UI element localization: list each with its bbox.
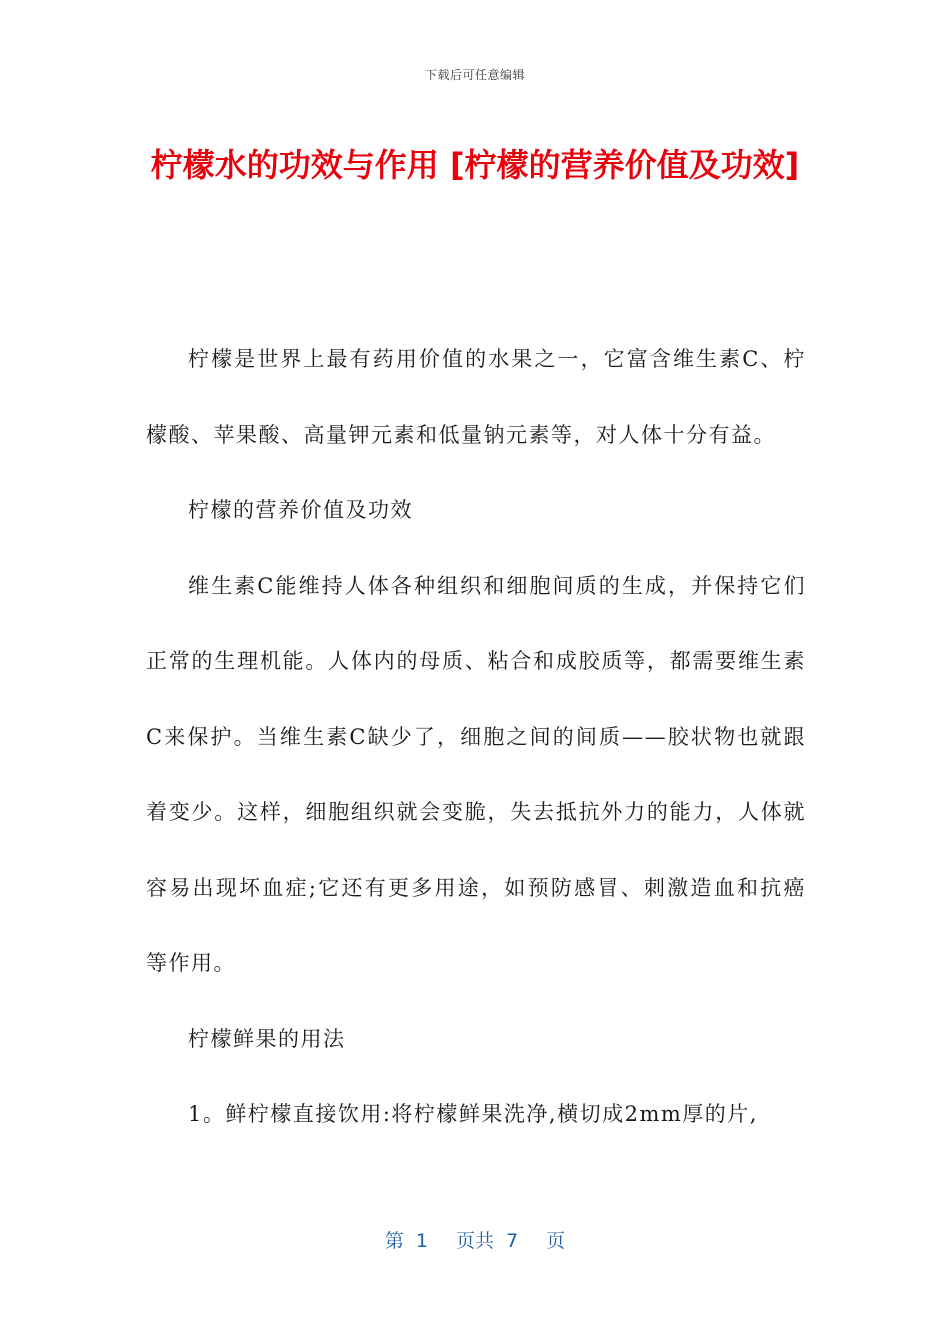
- document-body: [146, 322, 806, 1153]
- page-current: 1: [415, 1230, 428, 1252]
- section-heading-usage: 柠檬鲜果的用法: [188, 1026, 346, 1051]
- document-title: 柠檬水的功效与作用 [柠檬的营养价值及功效]: [150, 146, 800, 184]
- paragraph-vitamin-c: 维生素C能维持人体各种组织和细胞间质的生成，并保持它们正常的生理机能。人体内的母质、粘合和成胶质等，都需要维生素C来保护。当维生素C缺少了，细胞之间的间质——胶状物也就跟着变少。这样，细胞组织就会变脆，失去抵抗外力的能力，人体就容易出现坏血症;它还有更多用途，如预防感冒、刺激造血和抗癌等作用。: [146, 573, 806, 975]
- page-total: 7: [506, 1230, 519, 1252]
- paragraph-usage-1: 1。鲜柠檬直接饮用:将柠檬鲜果洗净,横切成2mm厚的片,: [188, 1102, 758, 1126]
- page-suffix: 页: [546, 1230, 566, 1252]
- page-number-footer: [0, 1226, 950, 1253]
- page-prefix: 第: [384, 1230, 404, 1252]
- page-middle: 页共: [455, 1230, 494, 1252]
- section-heading-nutrition: 柠檬的营养价值及功效: [188, 498, 413, 522]
- header-note: 下载后可任意编辑: [424, 68, 525, 82]
- paragraph-intro: 柠檬是世界上最有药用价值的水果之一，它富含维生素C、柠檬酸、苹果酸、高量钾元素和低量钠元素等，对人体十分有益。: [146, 347, 806, 447]
